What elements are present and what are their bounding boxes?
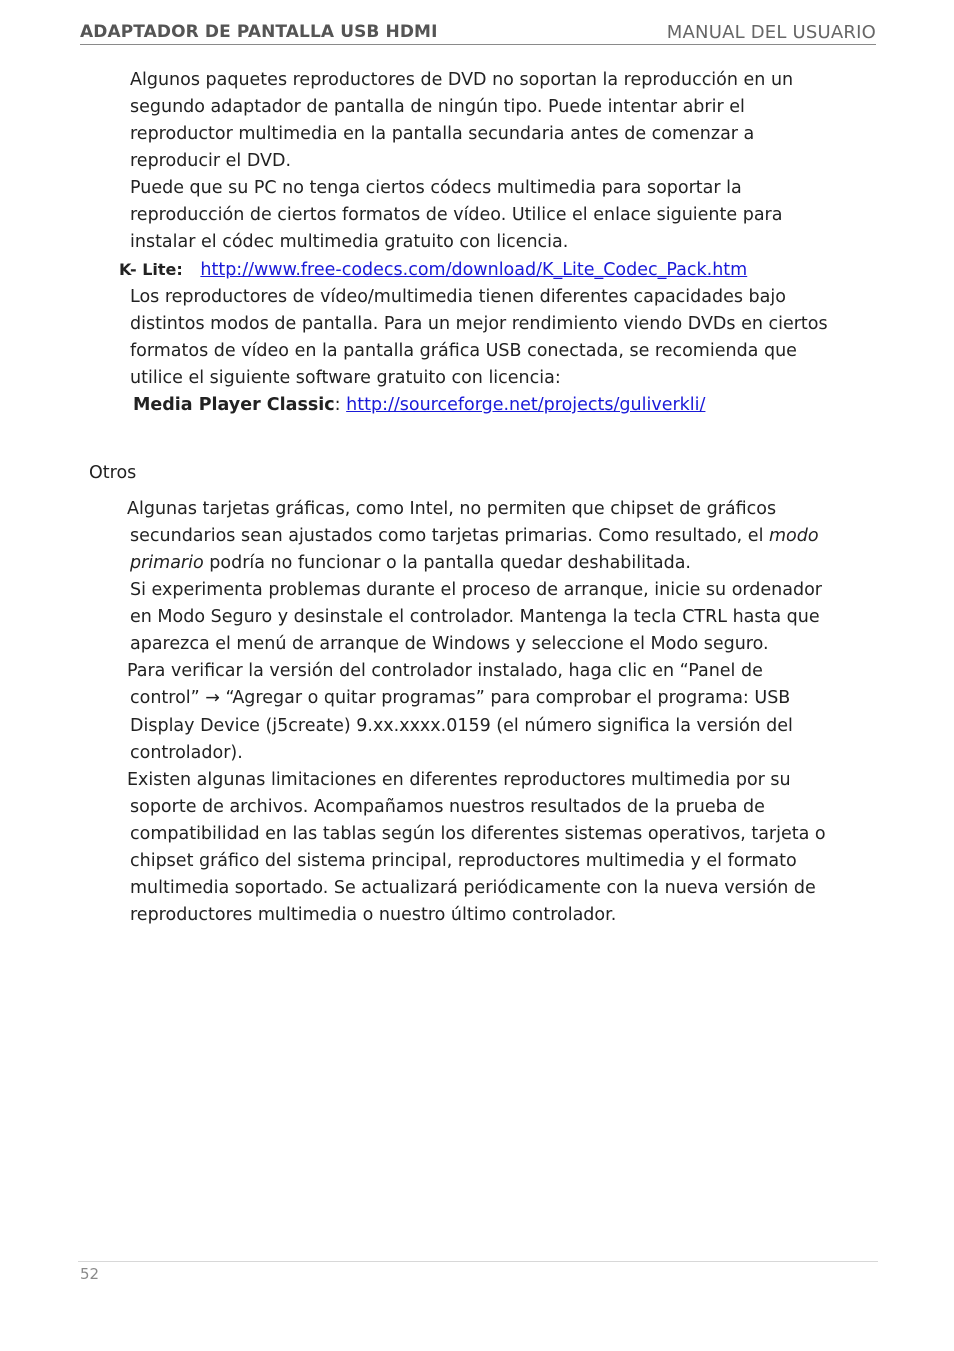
italic-term: modo (769, 526, 819, 546)
paragraph-line: segundo adaptador de pantalla de ningún tipo. Puede intentar abrir el (130, 97, 745, 117)
footer-divider (78, 1261, 878, 1262)
mpc-label: Media Player Classic (133, 395, 335, 415)
text-segment: secundarios sean ajustados como tarjetas primarias. Como resultado, el (130, 526, 769, 546)
page-header (80, 22, 876, 45)
paragraph-line: Puede que su PC no tenga ciertos códecs multimedia para soportar la (130, 178, 742, 198)
paragraph-line: Para verificar la versión del controlador instalado, haga clic en “Panel de (127, 661, 763, 681)
header-product-title: ADAPTADOR DE PANTALLA USB HDMI (80, 22, 438, 42)
paragraph-line (130, 525, 819, 547)
klite-label: K- Lite: (119, 260, 183, 279)
paragraph-line: reproducción de ciertos formatos de vídeo. Utilice el enlace siguiente para (130, 205, 783, 225)
paragraph-line (130, 552, 691, 574)
mpc-separator: : (334, 395, 347, 415)
paragraph-line: compatibilidad en las tablas según los diferentes sistemas operativos, tarjeta o (130, 824, 826, 844)
paragraph-line: aparezca el menú de arranque de Windows y seleccione el Modo seguro. (130, 634, 769, 654)
paragraph-line: Los reproductores de vídeo/multimedia tienen diferentes capacidades bajo (130, 287, 786, 307)
paragraph-line: en Modo Seguro y desinstale el controlador. Mantenga la tecla CTRL hasta que (130, 607, 820, 627)
paragraph-line: soporte de archivos. Acompañamos nuestros resultados de la prueba de (130, 797, 765, 817)
paragraph-line: reproductores multimedia o nuestro último controlador. (130, 905, 617, 925)
paragraph-line: instalar el códec multimedia gratuito con licencia. (130, 232, 569, 252)
paragraph-line: control” → “Agregar o quitar programas” para comprobar el programa: USB (130, 688, 791, 708)
mpc-row (133, 394, 705, 416)
paragraph-line: distintos modos de pantalla. Para un mejor rendimiento viendo DVDs en ciertos (130, 314, 828, 334)
paragraph-line: chipset gráfico del sistema principal, reproductores multimedia y el formato (130, 851, 797, 871)
paragraph-line: Existen algunas limitaciones en diferentes reproductores multimedia por su (127, 770, 791, 790)
paragraph-line: reproductor multimedia en la pantalla secundaria antes de comenzar a (130, 124, 755, 144)
paragraph-line: reproducir el DVD. (130, 151, 292, 171)
paragraph-line: utilice el siguiente software gratuito con licencia: (130, 368, 561, 388)
paragraph-line: Display Device (j5create) 9.xx.xxxx.0159 (el número significa la versión del (130, 716, 793, 736)
section-title-otros: Otros (89, 463, 137, 483)
paragraph-line: formatos de vídeo en la pantalla gráfica USB conectada, se recomienda que (130, 341, 797, 361)
paragraph-line: Algunas tarjetas gráficas, como Intel, no permiten que chipset de gráficos (127, 499, 777, 519)
header-manual-title: MANUAL DEL USUARIO (666, 22, 876, 43)
paragraph-line: Si experimenta problemas durante el proceso de arranque, inicie su ordenador (130, 580, 822, 600)
mpc-project-link[interactable]: http://sourceforge.net/projects/guliverkli/ (346, 395, 706, 415)
italic-term: primario (130, 553, 204, 573)
klite-download-link[interactable]: http://www.free-codecs.com/download/K_Lite_Codec_Pack.htm (200, 260, 748, 280)
text-segment: podría no funcionar o la pantalla quedar deshabilitada. (203, 553, 691, 573)
paragraph-line: multimedia soportado. Se actualizará periódicamente con la nueva versión de (130, 878, 816, 898)
klite-row (119, 259, 747, 281)
paragraph-line: Algunos paquetes reproductores de DVD no soportan la reproducción en un (130, 70, 794, 90)
page-number: 52 (80, 1265, 100, 1283)
paragraph-line: controlador). (130, 743, 243, 763)
